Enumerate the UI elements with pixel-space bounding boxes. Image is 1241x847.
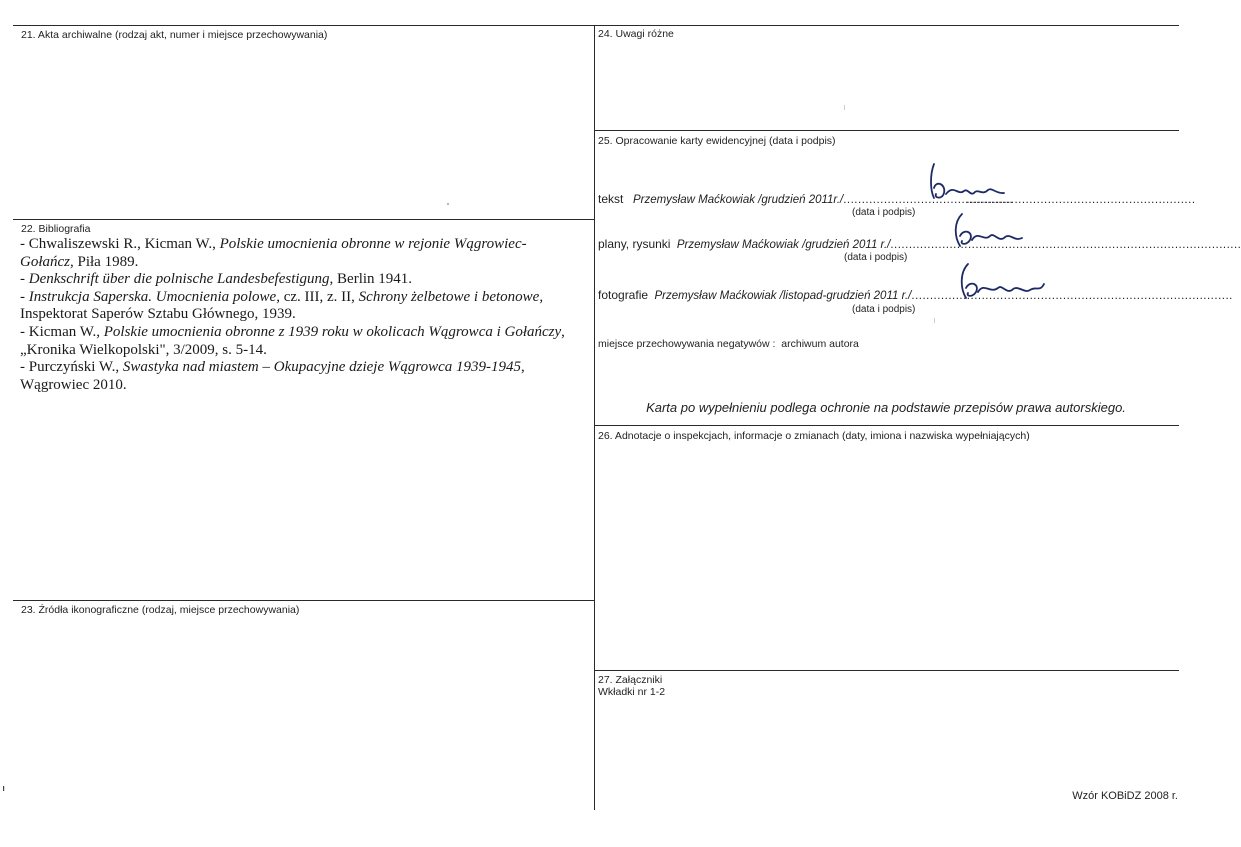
form-template-note: Wzór KOBiDZ 2008 r. (1072, 790, 1178, 802)
bibliography-entry: - Chwaliszewski R., Kicman W., Polskie umocnienia obronne w rejonie Wągrowiec-Gołańcz, Piła 1989. (20, 236, 527, 270)
section-21-title: 21. Akta archiwalne (rodzaj akt, numer i miejsce przechowywania) (21, 29, 328, 41)
copyright-notice: Karta po wypełnieniu podlega ochronie na podstawie przepisów prawa autorskiego. (646, 400, 1126, 415)
signature-row-text: tekst Przemysław Maćkowiak /grudzień 2011r./.............................................. .............................................................. (598, 192, 1196, 206)
signature-caption: (data i podpis) (852, 304, 916, 315)
bibliography-entry: - Purczyński W., Swastyka nad miastem – Okupacyjne dzieje Wągrowca 1939-1945, Wągrowiec 2010. (20, 359, 525, 393)
attachments-value: Wkładki nr 1-2 (598, 686, 666, 698)
bibliography-entry: - Kicman W., Polskie umocnienia obronne z 1939 roku w okolicach Wągrowca i Gołańczy, „Kronika Wielkopolski", 3/2009, s. 5-14. (20, 323, 565, 358)
section-26-title: 26. Adnotacje o inspekcjach, informacje o zmianach (daty, imiona i nazwiska wypełniających) (598, 430, 1030, 442)
signature-row-plans: plany, rysunki Przemysław Maćkowiak /grudzień 2011 r./............................................................................................... (598, 237, 1241, 251)
signature-caption: (data i podpis) (852, 207, 916, 218)
section-22-title: 22. Bibliografia (21, 223, 91, 235)
negatives-location: miejsce przechowywania negatywów : archiwum autora (598, 338, 859, 350)
section-23-title: 23. Źródła ikonograficzne (rodzaj, miejsce przechowywania) (21, 604, 300, 616)
section-24-title: 24. Uwagi różne (598, 28, 674, 40)
signature-row-photos: fotografie Przemysław Maćkowiak /listopad-grudzień 2011 r./....................................................................................... (598, 288, 1233, 302)
bibliography-entry: - Instrukcja Saperska. Umocnienia polowe, cz. III, z. II, Schrony żelbetowe i betonowe, Inspektorat Saperów Sztabu Głównego, 1939. (20, 288, 544, 323)
section-25-title: 25. Opracowanie karty ewidencyjnej (data i podpis) (598, 135, 836, 147)
bibliography-entry: - Denkschrift über die polnische Landesbefestigung, Berlin 1941. (20, 271, 413, 288)
signature-caption: (data i podpis) (844, 252, 908, 263)
section-27-title: 27. Załączniki (598, 674, 663, 686)
